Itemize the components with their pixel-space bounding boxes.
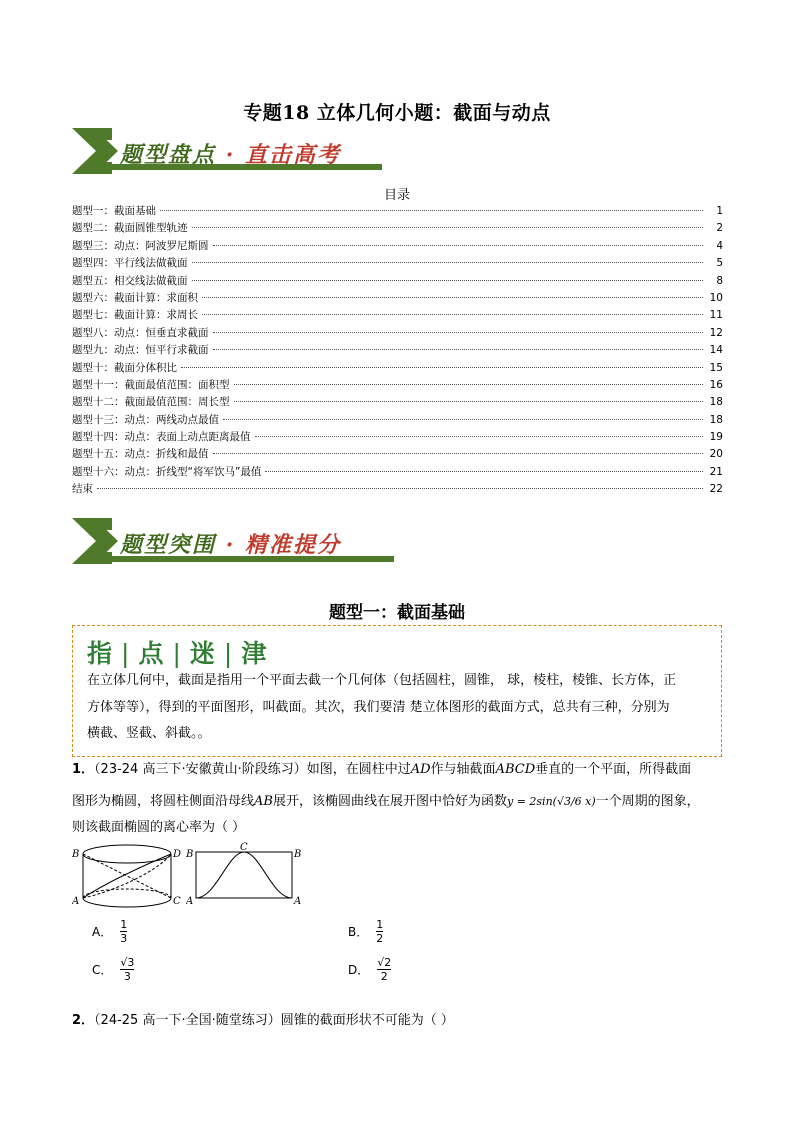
toc-item[interactable] bbox=[72, 273, 723, 290]
toc-item-page: 5 bbox=[716, 257, 723, 270]
toc-item[interactable] bbox=[72, 412, 723, 429]
toc-item[interactable] bbox=[72, 394, 723, 411]
toc-item-label: 题型十：截面分体积比 bbox=[72, 361, 177, 374]
question-1-line-2: 图形为椭圆，将圆柱侧面沿母线AB展开，该椭圆曲线在展开图中恰好为函数y = 2sin(√3/6 x)一个周期的图象， bbox=[72, 794, 700, 809]
toc-leader-dots bbox=[234, 401, 704, 402]
question-1-line-3: 则该截面椭圆的离心率为（ ） bbox=[72, 820, 246, 835]
toc-item[interactable] bbox=[72, 238, 723, 255]
toc-item-label: 题型十一：截面最值范围：面积型 bbox=[72, 378, 230, 391]
toc-item-label: 题型四：平行线法做截面 bbox=[72, 257, 188, 270]
toc-item-page: 19 bbox=[709, 431, 723, 444]
toc-item[interactable] bbox=[72, 360, 723, 377]
label-A: A bbox=[72, 896, 80, 907]
toc-leader-dots bbox=[255, 436, 704, 437]
toc-item-page: 4 bbox=[716, 239, 723, 252]
toc-item[interactable] bbox=[72, 429, 723, 446]
toc-leader-dots bbox=[202, 297, 703, 298]
label-B-right: B bbox=[294, 849, 302, 860]
toc-item[interactable] bbox=[72, 325, 723, 342]
toc-item[interactable] bbox=[72, 255, 723, 272]
toc-item-label: 题型二：截面圆锥型轨迹 bbox=[72, 222, 188, 235]
toc-item[interactable] bbox=[72, 342, 723, 359]
label-C: C bbox=[240, 842, 248, 853]
toc-item-page: 11 bbox=[709, 309, 723, 322]
toc-item-page: 20 bbox=[709, 448, 723, 461]
toc-item-label: 题型九：动点：恒平行求截面 bbox=[72, 344, 209, 357]
toc-item-page: 10 bbox=[709, 291, 723, 304]
toc-item-page: 15 bbox=[709, 361, 723, 374]
unfolded-figure bbox=[186, 842, 306, 910]
option-D[interactable]: D． $\frac{√2}{2}$ bbox=[348, 956, 392, 983]
toc-item-label: 结束 bbox=[72, 483, 93, 496]
toc-item-page: 16 bbox=[709, 378, 723, 391]
label-A: A bbox=[186, 896, 194, 907]
toc-item-page: 8 bbox=[716, 274, 723, 287]
banner-title: 题型突围 · 精准提分 bbox=[120, 532, 342, 558]
toc-leader-dots bbox=[192, 280, 704, 281]
label-C: C bbox=[173, 896, 181, 907]
toc-item-label: 题型七：截面计算：求周长 bbox=[72, 309, 198, 322]
toc-item-page: 2 bbox=[716, 222, 723, 235]
toc-item[interactable] bbox=[72, 377, 723, 394]
section-banner-practice bbox=[72, 518, 394, 564]
toc-item[interactable] bbox=[72, 307, 723, 324]
label-D: D bbox=[173, 849, 182, 860]
toc-leader-dots bbox=[202, 314, 703, 315]
section-banner-overview bbox=[72, 128, 382, 174]
label-A-right: A bbox=[294, 896, 302, 907]
toc-item-page: 21 bbox=[709, 465, 723, 478]
toc-item-page: 1 bbox=[716, 205, 723, 217]
toc-leader-dots bbox=[265, 471, 703, 472]
banner-title: 题型盘点 · 直击高考 bbox=[120, 142, 342, 168]
toc-item[interactable] bbox=[72, 481, 723, 498]
option-B[interactable]: B． $\frac{1}{2}$ bbox=[348, 918, 384, 945]
toc-item[interactable] bbox=[72, 203, 723, 220]
toc-item[interactable] bbox=[72, 464, 723, 481]
toc-heading: 目录 bbox=[383, 188, 410, 203]
toc-leader-dots bbox=[181, 367, 703, 368]
toc-item-label: 题型十四：动点：表面上动点距离最值 bbox=[72, 431, 251, 444]
toc-leader-dots bbox=[213, 332, 704, 333]
toc-leader-dots bbox=[213, 453, 704, 454]
option-C[interactable]: C． $\frac{√3}{3}$ bbox=[92, 956, 135, 983]
question-2: 2．（24-25 高一下·全国·随堂练习）圆锥的截面形状不可能为（ ） bbox=[72, 1013, 454, 1028]
toc-leader-dots bbox=[213, 245, 704, 246]
toc-item-label: 题型十五：动点：折线和最值 bbox=[72, 448, 209, 461]
label-B: B bbox=[186, 849, 194, 860]
label-B: B bbox=[72, 849, 80, 860]
question-1-line-1: 1．（23-24 高三下·安徽黄山·阶段练习）如图，在圆柱中过AD作与轴截面ABCD垂直的一个平面，所得截面 bbox=[72, 762, 692, 777]
option-A[interactable]: A． $\frac{1}{3}$ bbox=[92, 918, 128, 945]
toc-item-label: 题型三：动点：阿波罗尼斯圆 bbox=[72, 239, 209, 252]
tips-box bbox=[72, 625, 722, 757]
toc-leader-dots bbox=[234, 384, 704, 385]
toc-leader-dots bbox=[192, 262, 704, 263]
toc-leader-dots bbox=[223, 419, 703, 420]
table-of-contents bbox=[72, 203, 723, 499]
toc-leader-dots bbox=[192, 227, 704, 228]
toc-leader-dots bbox=[97, 488, 703, 489]
toc-item[interactable] bbox=[72, 220, 723, 237]
toc-item[interactable] bbox=[72, 446, 723, 463]
toc-item-page: 18 bbox=[709, 396, 723, 409]
question-1 bbox=[72, 757, 732, 841]
toc-item-page: 22 bbox=[709, 483, 723, 496]
toc-item-page: 18 bbox=[709, 413, 723, 426]
cylinder-figure bbox=[72, 842, 182, 910]
toc-leader-dots bbox=[160, 210, 703, 211]
tips-heading: 指 | 点 | 迷 | 津 bbox=[87, 639, 270, 668]
toc-item-label: 题型六：截面计算：求面积 bbox=[72, 291, 198, 304]
toc-item-label: 题型十三：动点：两线动点最值 bbox=[72, 413, 219, 426]
toc-item-page: 14 bbox=[709, 344, 723, 357]
toc-item-page: 12 bbox=[709, 326, 723, 339]
toc-item[interactable] bbox=[72, 290, 723, 307]
toc-item-label: 题型十二：截面最值范围：周长型 bbox=[72, 396, 230, 409]
toc-leader-dots bbox=[213, 349, 704, 350]
toc-item-label: 题型一：截面基础 bbox=[72, 205, 156, 217]
toc-item-label: 题型五：相交线法做截面 bbox=[72, 274, 188, 287]
tips-body: 在立体几何中，截面是指用一个平面去截一个几何体（包括圆柱，圆锥， 球，棱柱，棱锥、长方体，正 方体等等），得到的平面图形，叫截面。其次，我们要清 楚立体图形的截面方式，总共有三种，分别为 横截、竖截、斜截。。 bbox=[87, 673, 677, 741]
section-title: 题型一：截面基础 bbox=[329, 603, 465, 623]
page-title: 专题18 立体几何小题：截面与动点 bbox=[243, 102, 551, 124]
toc-item-label: 题型八：动点：恒垂直求截面 bbox=[72, 326, 209, 339]
toc-item-label: 题型十六：动点：折线型“将军饮马”最值 bbox=[72, 465, 262, 478]
